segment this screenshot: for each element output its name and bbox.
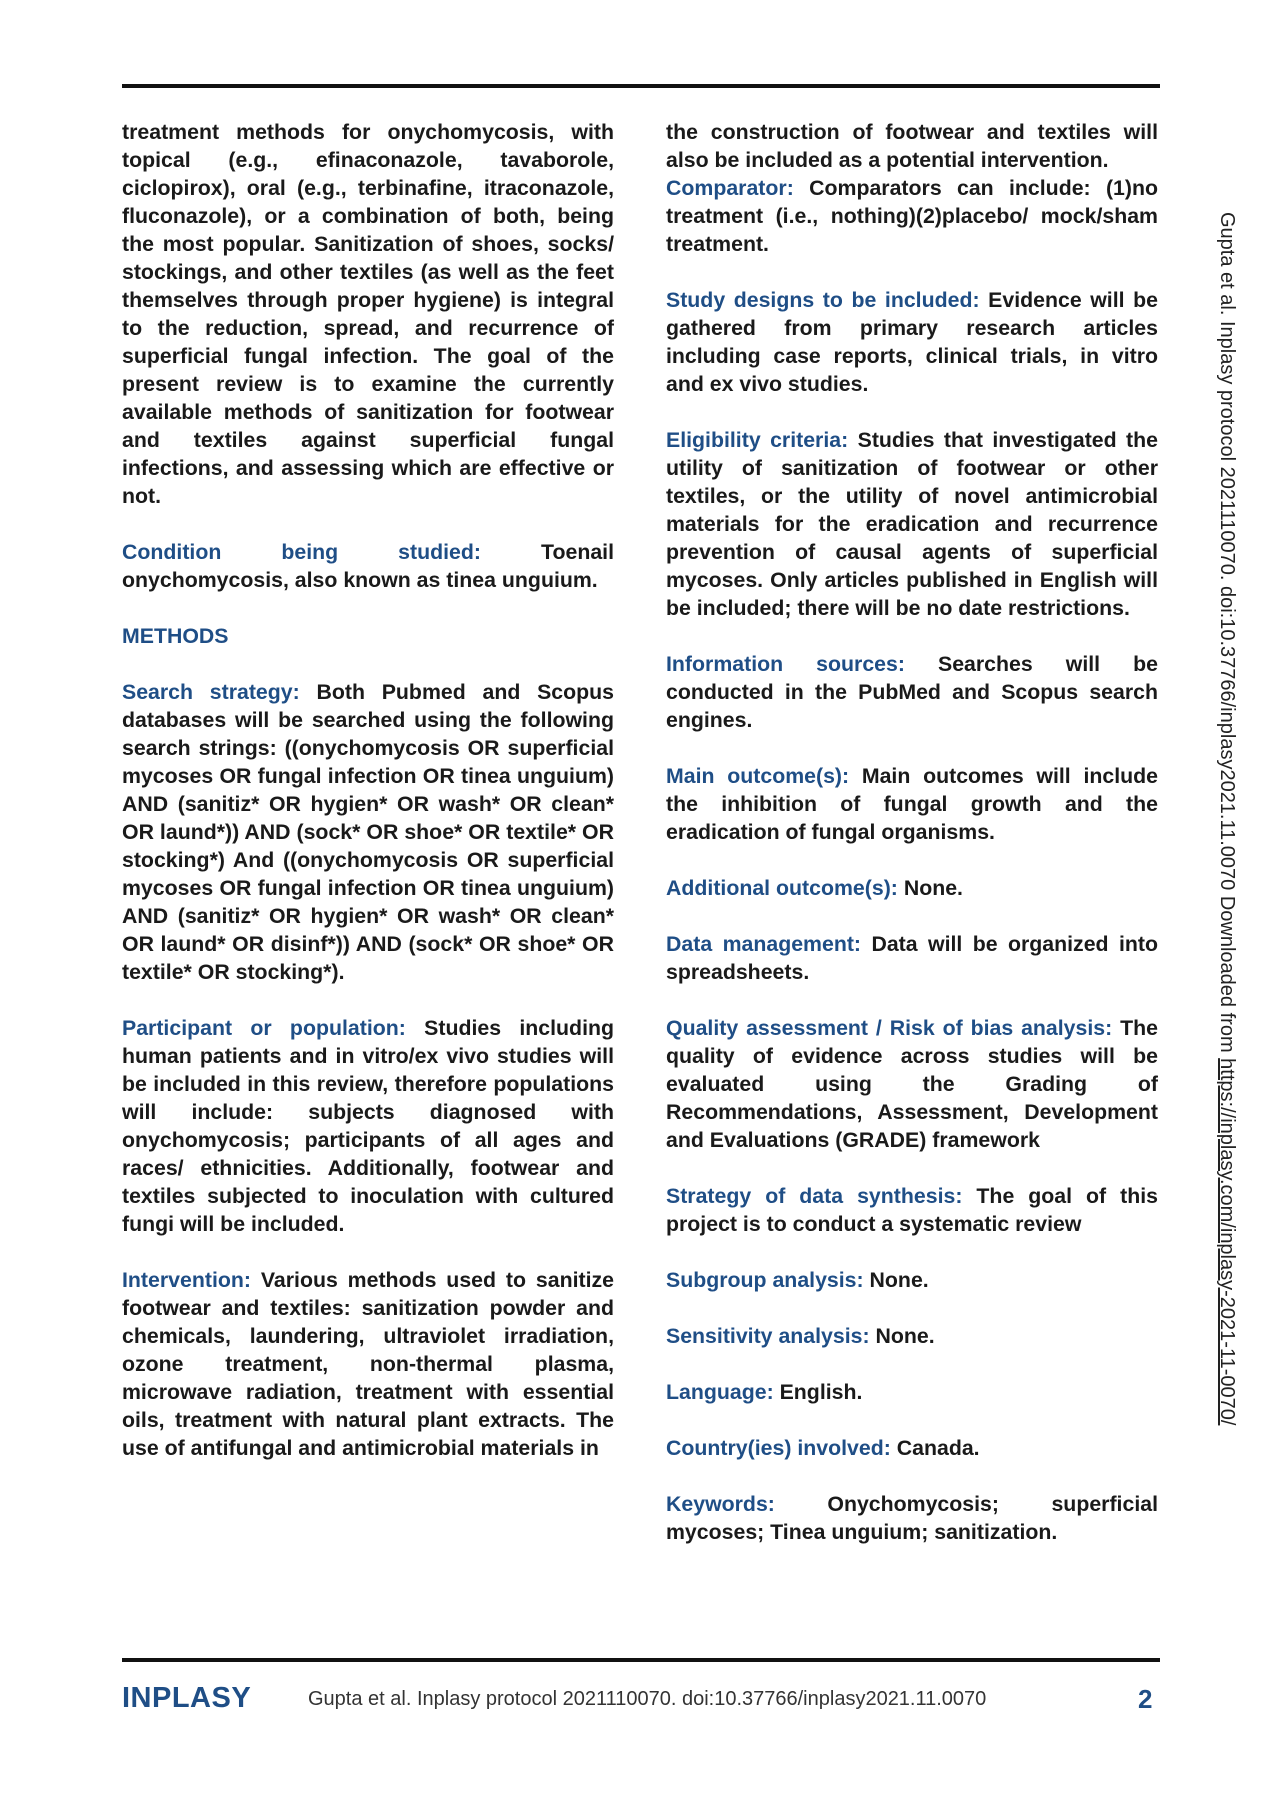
eligibility-label: Eligibility criteria:	[666, 428, 849, 452]
search-strategy-text: Both Pubmed and Scopus databases will be searched using the following search strings: ((onychomycosis OR superficial mycoses OR fungal infection OR tinea unguium) AND (sanitiz* OR hygien* OR wash* OR clean* OR laund*)) AND (sock* OR shoe* OR textile* OR stocking*) And ((onychomycosis OR superficial mycoses OR fungal infection OR tinea unguium) AND (sanitiz* OR hygien* OR wash* OR clean* OR laund* OR disinf*)) AND (sock* OR shoe* OR textile* OR stocking*).	[122, 680, 614, 984]
data-management-text: Data will be organized into spreadsheets.	[666, 932, 1158, 984]
subgroup-label: Subgroup analysis:	[666, 1268, 864, 1292]
comparator-label: Comparator:	[666, 176, 794, 200]
participant-section	[122, 1014, 614, 1238]
quality-label: Quality assessment / Risk of bias analysis:	[666, 1016, 1113, 1040]
intro-text: treatment methods for onychomycosis, with topical (e.g., efinaconazole, tavaborole, ciclopirox), oral (e.g., terbinafine, itraconazole, fluconazole), or a combination of both, being the most popular. Sanitization of shoes, socks/ stockings, and other textiles (as well as the feet themselves through proper hygiene) is integral to the reduction, spread, and recurrence of superficial fungal infection. The goal of the present review is to examine the currently available methods of sanitization for footwear and textiles against superficial fungal infections, and assessing which are effective or not.	[122, 120, 614, 508]
header-rule	[122, 84, 1160, 88]
footer-rule	[122, 1658, 1160, 1662]
intervention-label: Intervention:	[122, 1268, 251, 1292]
quality-text: The quality of evidence across studies will be evaluated using the Grading of Recommendations, Assessment, Development and Evaluations (GRADE) framework	[666, 1016, 1158, 1152]
language-label: Language:	[666, 1380, 774, 1404]
eligibility-text: Studies that investigated the utility of sanitization of footwear or other textiles, or the utility of novel antimicrobial materials for the eradication and recurrence prevention of causal agents of superficial mycoses. Only articles published in English will be included; there will be no date restrictions.	[666, 428, 1158, 620]
data-management-label: Data management:	[666, 932, 862, 956]
additional-outcome-section	[666, 874, 1158, 902]
subgroup-section	[666, 1266, 1158, 1294]
study-designs-text: Evidence will be gathered from primary research articles including case reports, clinical trials, in vitro and ex vivo studies.	[666, 288, 1158, 396]
sidebar-url-link[interactable]: https://inplasy.com/inplasy-2021-11-0070/	[1216, 1058, 1238, 1426]
sensitivity-text: None.	[875, 1324, 935, 1348]
eligibility-section	[666, 426, 1158, 622]
condition-text: Toenail onychomycosis, also known as tinea unguium.	[122, 540, 614, 592]
participant-text: Studies including human patients and in vitro/ex vivo studies will be included in this review, therefore populations will include: subjects diagnosed with onychomycosis; participants of all ages and races/ ethnicities. Additionally, footwear and textiles subjected to inoculation with cultured fungi will be included.	[122, 1016, 615, 1236]
keywords-text: Onychomycosis; superficial mycoses; Tinea unguium; sanitization.	[666, 1492, 1158, 1544]
synthesis-label: Strategy of data synthesis:	[666, 1184, 963, 1208]
keywords-section	[666, 1490, 1158, 1546]
info-sources-section	[666, 650, 1158, 734]
condition-label: Condition being studied:	[122, 540, 481, 564]
search-strategy-label: Search strategy:	[122, 680, 300, 704]
data-management-section	[666, 930, 1158, 986]
comparator-text: Comparators can include: (1)no treatment (i.e., nothing)(2)placebo/ mock/sham treatment.	[666, 176, 1159, 256]
continued-paragraph	[666, 118, 1158, 258]
main-outcome-section	[666, 762, 1158, 846]
main-outcome-label: Main outcome(s):	[666, 764, 850, 788]
continued-text: the construction of footwear and textiles will also be included as a potential intervention.	[666, 120, 1158, 172]
keywords-label: Keywords:	[666, 1492, 775, 1516]
study-designs-section	[666, 286, 1158, 398]
main-outcome-text: Main outcomes will include the inhibition of fungal growth and the eradication of fungal organisms.	[666, 764, 1158, 844]
language-section	[666, 1378, 1158, 1406]
left-column	[122, 118, 614, 1490]
synthesis-section	[666, 1182, 1158, 1238]
additional-outcome-text: None.	[903, 876, 963, 900]
country-label: Country(ies) involved:	[666, 1436, 891, 1460]
intro-paragraph	[122, 118, 614, 510]
sidebar-citation-text: Gupta et al. Inplasy protocol 202111007​0. doi:10.37766/inplasy2021.11.0070 Downloaded from	[1216, 212, 1238, 1059]
country-section	[666, 1434, 1158, 1462]
page-number: 2	[1138, 1684, 1153, 1714]
quality-section	[666, 1014, 1158, 1154]
right-column	[666, 118, 1158, 1574]
sensitivity-label: Sensitivity analysis:	[666, 1324, 870, 1348]
additional-outcome-label: Additional outcome(s):	[666, 876, 898, 900]
intervention-text: Various methods used to sanitize footwear and textiles: sanitization powder and chemicals, laundering, ultraviolet irradiation, ozone treatment, non-thermal plasma, microwave radiation, treatment with essential oils, treatment with natural plant extracts. The use of antifungal and antimicrobial materials in	[122, 1268, 614, 1460]
study-designs-label: Study designs to be included:	[666, 288, 980, 312]
sensitivity-section	[666, 1322, 1158, 1350]
country-text: Canada.	[896, 1436, 980, 1460]
methods-heading: METHODS	[122, 624, 229, 648]
footer-citation: Gupta et al. Inplasy protocol 2021110070. doi:10.37766/inplasy2021.11.0070	[308, 1688, 987, 1710]
subgroup-text: None.	[869, 1268, 929, 1292]
footer-brand: INPLASY	[122, 1682, 252, 1714]
participant-label: Participant or population:	[122, 1016, 406, 1040]
info-sources-label: Information sources:	[666, 652, 905, 676]
language-text: English.	[779, 1380, 863, 1404]
condition-section	[122, 538, 614, 594]
info-sources-text: Searches will be conducted in the PubMed and Scopus search engines.	[666, 652, 1158, 732]
sidebar-citation	[1215, 212, 1238, 1425]
search-strategy-section	[122, 678, 614, 986]
intervention-section	[122, 1266, 614, 1462]
synthesis-text: The goal of this project is to conduct a systematic review	[666, 1184, 1158, 1236]
